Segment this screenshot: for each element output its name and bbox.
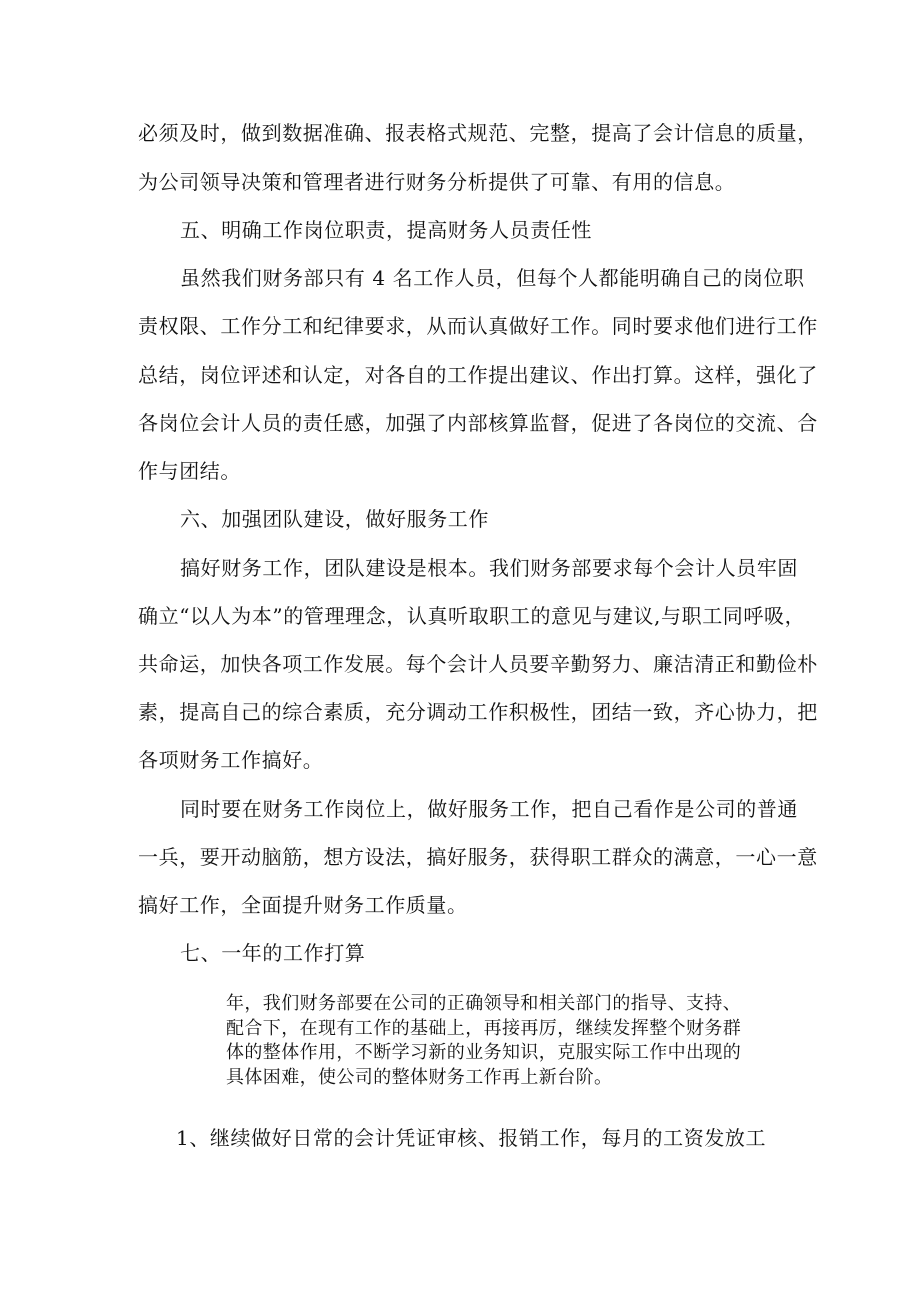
body-text-line: 确立“以人为本”的管理理念，认真听取职工的意见与建议,与职工同呼吸， — [138, 604, 806, 628]
list-item-1: 1、继续做好日常的会计凭证审核、报销工作，每月的工资发放工 — [176, 1126, 767, 1150]
body-text-line: 责权限、工作分工和纪律要求，从而认真做好工作。同时要求他们进行工作 — [138, 314, 818, 338]
body-text-line: 虽然我们财务部只有 4 名工作人员，但每个人都能明确自己的岗位职 — [180, 266, 805, 290]
section-heading-7: 七、一年的工作打算 — [180, 941, 366, 965]
body-text-line: 各项财务工作搞好。 — [138, 748, 324, 772]
body-text-line: 同时要在财务工作岗位上，做好服务工作，把自己看作是公司的普通 — [180, 797, 798, 821]
plan-paragraph — [226, 992, 806, 1090]
body-text-line: 为公司领导决策和管理者进行财务分析提供了可靠、有用的信息。 — [138, 170, 736, 194]
plan-paragraph-line: 体的整体作用，不断学习新的业务知识，克服实际工作中出现的 — [226, 1042, 742, 1063]
section-heading-6: 六、加强团队建设，做好服务工作 — [180, 507, 489, 531]
body-text-line: 一兵，要开动脑筋，想方设法，搞好服务，获得职工群众的满意，一心一意 — [138, 845, 818, 869]
section-heading-5: 五、明确工作岗位职责，提高财务人员责任性 — [180, 218, 592, 242]
body-text-line: 各岗位会计人员的责任感，加强了内部核算监督，促进了各岗位的交流、合 — [138, 411, 818, 435]
body-text-line: 共命运，加快各项工作发展。每个会计人员要辛勤努力、廉洁清正和勤俭朴 — [138, 652, 818, 676]
plan-paragraph-line: 年，我们财务部要在公司的正确领导和相关部门的指导、支持、 — [226, 993, 742, 1014]
body-text-line: 搞好财务工作，团队建设是根本。我们财务部要求每个会计人员牢固 — [180, 556, 798, 580]
plan-paragraph-line: 具体困难，使公司的整体财务工作再上新台阶。 — [226, 1066, 613, 1088]
body-text-line: 作与团结。 — [138, 459, 241, 483]
body-text-line: 素，提高自己的综合素质，充分调动工作积极性，团结一致，齐心协力，把 — [138, 700, 818, 724]
body-text-line: 总结，岗位评述和认定，对各自的工作提出建议、作出打算。这样，强化了 — [138, 363, 818, 387]
body-text-line: 搞好工作，全面提升财务工作质量。 — [138, 893, 468, 917]
plan-paragraph-line: 配合下，在现有工作的基础上，再接再厉，继续发挥整个财务群 — [226, 1017, 742, 1039]
body-text-line: 必须及时，做到数据准确、报表格式规范、完整，提高了会计信息的质量， — [138, 121, 818, 145]
